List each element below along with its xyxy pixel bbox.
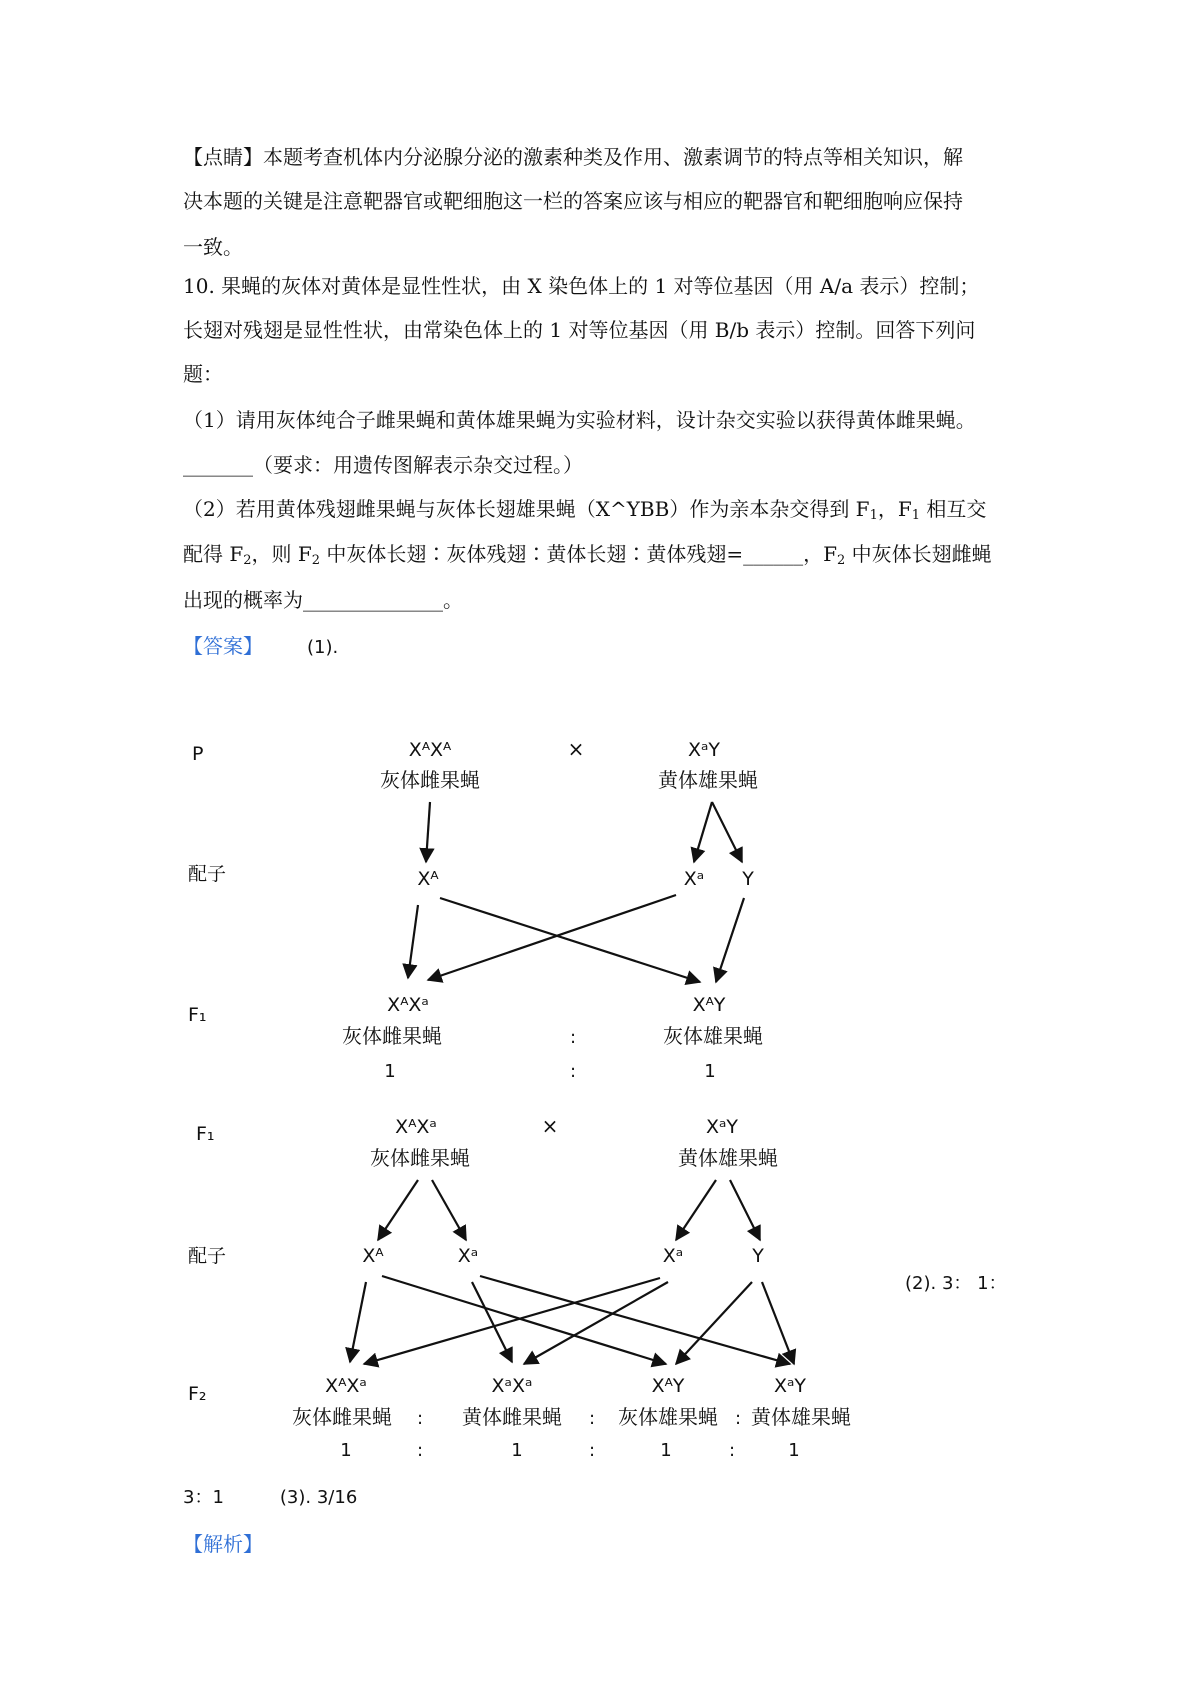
d1-p-label: P (192, 743, 204, 765)
d1-arrow-xa-to-female (408, 905, 418, 978)
d2-ratio-1: 1 (340, 1440, 352, 1461)
d1-offspring-male-genotype: XᴬY (692, 994, 726, 1016)
question-part2-line-1: （2）若用黄体残翅雌果蝇与灰体长翅雄果蝇（X^YBB）作为亲本杂交得到 $F_1$，$F_1$ 相互交 (183, 497, 987, 523)
d2-arrow-y-to-off3 (676, 1282, 752, 1364)
d1-offspring-female-genotype: XᴬXᵃ (387, 994, 429, 1016)
d2-arrow-y-to-off4 (762, 1282, 794, 1364)
dianjing-tag: 【点睛】 (183, 145, 263, 169)
d1-gamete-male-x: Xᵃ (683, 868, 705, 890)
d2-colon-b3: : (728, 1440, 736, 1461)
d1-male-phenotype: 黄体雄果蝇 (658, 768, 758, 792)
answer-tag: 【答案】 (183, 634, 263, 658)
d2-off3-genotype: XᴬY (651, 1375, 685, 1397)
d2-colon-a2: : (588, 1408, 596, 1429)
answer-cont: 3：1 (3). 3/16 (183, 1487, 358, 1508)
d2-ratio-4: 1 (788, 1440, 800, 1461)
question-part1-line-2: _______（要求：用遗传图解表示杂交过程。） (183, 453, 583, 477)
question-line-3: 题： (183, 362, 223, 386)
d2-male-genotype: XᵃY (705, 1116, 739, 1138)
d1-f1-label: F₁ (188, 1004, 207, 1026)
d2-arrow-m-gamete-1 (676, 1180, 716, 1240)
question-line-1: 10. 果蝇的灰体对黄体是显性性状，由 X 染色体上的 1 对等位基因（用 A/a 表示）控制； (183, 274, 980, 298)
d2-off2-genotype: XᵃXᵃ (491, 1375, 533, 1397)
d1-cross-sign: × (567, 737, 585, 761)
question-part1-line-1: （1）请用灰体纯合子雌果蝇和黄体雄果蝇为实验材料，设计杂交实验以获得黄体雌果蝇。 (183, 408, 976, 432)
jiexi-tag: 【解析】 (183, 1532, 263, 1556)
d1-offspring-male-phenotype: 灰体雄果蝇 (663, 1024, 763, 1048)
d2-f1-label: F₁ (196, 1123, 215, 1145)
d1-ratio-male: 1 (704, 1061, 716, 1082)
d2-female-phenotype: 灰体雌果蝇 (370, 1146, 470, 1170)
d1-female-genotype: XᴬXᴬ (408, 739, 452, 761)
d2-arrow-xA-to-off1 (350, 1282, 366, 1362)
d1-arrow-male-gamete-y (712, 802, 742, 862)
d2-arrow-f-gamete-1 (378, 1180, 418, 1240)
d2-ratio-2: 1 (511, 1440, 523, 1461)
d2-f2-label: F₂ (188, 1383, 207, 1405)
d2-male-phenotype: 黄体雄果蝇 (678, 1146, 778, 1170)
d2-off1-phenotype: 灰体雌果蝇 (292, 1405, 392, 1429)
d2-off4-phenotype: 黄体雄果蝇 (751, 1405, 851, 1429)
d2-gamete-m2: Y (752, 1245, 764, 1267)
d2-off3-phenotype: 灰体雄果蝇 (618, 1405, 718, 1429)
d2-off4-genotype: XᵃY (773, 1375, 807, 1397)
d1-offspring-female-phenotype: 灰体雌果蝇 (342, 1024, 442, 1048)
d2-gamete-m1: Xᵃ (662, 1245, 684, 1267)
d2-gamete-label: 配子 (188, 1245, 227, 1267)
d1-gamete-label: 配子 (188, 863, 227, 885)
dianjing-line-3: 一致。 (183, 235, 243, 259)
d1-ratio-female: 1 (384, 1061, 396, 1082)
d1-colon-1: : (569, 1027, 577, 1048)
d1-arrow-y-to-male (716, 898, 744, 982)
d2-colon-a3: : (734, 1408, 742, 1429)
d1-male-genotype: XᵃY (687, 739, 721, 761)
d2-off1-genotype: XᴬXᵃ (325, 1375, 367, 1397)
d2-female-genotype: XᴬXᵃ (395, 1116, 437, 1138)
d2-colon-b2: : (588, 1440, 596, 1461)
d1-colon-2: : (569, 1061, 577, 1082)
question-line-2: 长翅对残翅是显性性状，由常染色体上的 1 对等位基因（用 B/b 表示）控制。回答下列问 (183, 318, 976, 342)
d2-colon-b1: : (416, 1440, 424, 1461)
answer-item-1: (1). (307, 637, 339, 658)
d1-arrow-male-gamete-x (694, 802, 712, 862)
d1-female-phenotype: 灰体雌果蝇 (380, 768, 480, 792)
d2-colon-a1: : (416, 1408, 424, 1429)
d1-arrow-female-gamete (426, 802, 430, 862)
d2-gamete-f1: Xᴬ (362, 1245, 384, 1267)
d2-arrow-mxa-to-off1 (364, 1278, 660, 1364)
d2-arrow-m-gamete-2 (730, 1180, 760, 1240)
d2-gamete-f2: Xᵃ (457, 1245, 479, 1267)
dianjing-line-1: 【点睛】本题考查机体内分泌腺分泌的激素种类及作用、激素调节的特点等相关知识，解 (183, 145, 963, 169)
d2-cross-sign: × (541, 1114, 559, 1138)
d2-arrow-f-gamete-2 (432, 1180, 466, 1240)
d2-ratio-3: 1 (660, 1440, 672, 1461)
d1-gamete-male-y: Y (742, 868, 754, 890)
dianjing-line-2: 决本题的关键是注意靶器官或靶细胞这一栏的答案应该与相应的靶器官和靶细胞响应保持 (183, 189, 963, 213)
answer-item-2: (2). 3： 1： (905, 1273, 1007, 1294)
question-part2-line-2: 配得 $F_2$，则 $F_2$ 中灰体长翅∶灰体残翅∶黄体长翅∶黄体残翅=______，$F_2$ 中灰体长翅雌蝇 (183, 542, 992, 568)
d1-arrow-xa-to-male (440, 898, 700, 982)
d1-gamete-female: Xᴬ (417, 868, 439, 890)
question-part2-line-3: 出现的概率为______________。 (183, 588, 463, 612)
d2-off2-phenotype: 黄体雌果蝇 (462, 1405, 562, 1429)
answer-item-3: (3). 3/16 (279, 1487, 358, 1508)
d1-arrow-xa-male-to-female (428, 895, 676, 980)
